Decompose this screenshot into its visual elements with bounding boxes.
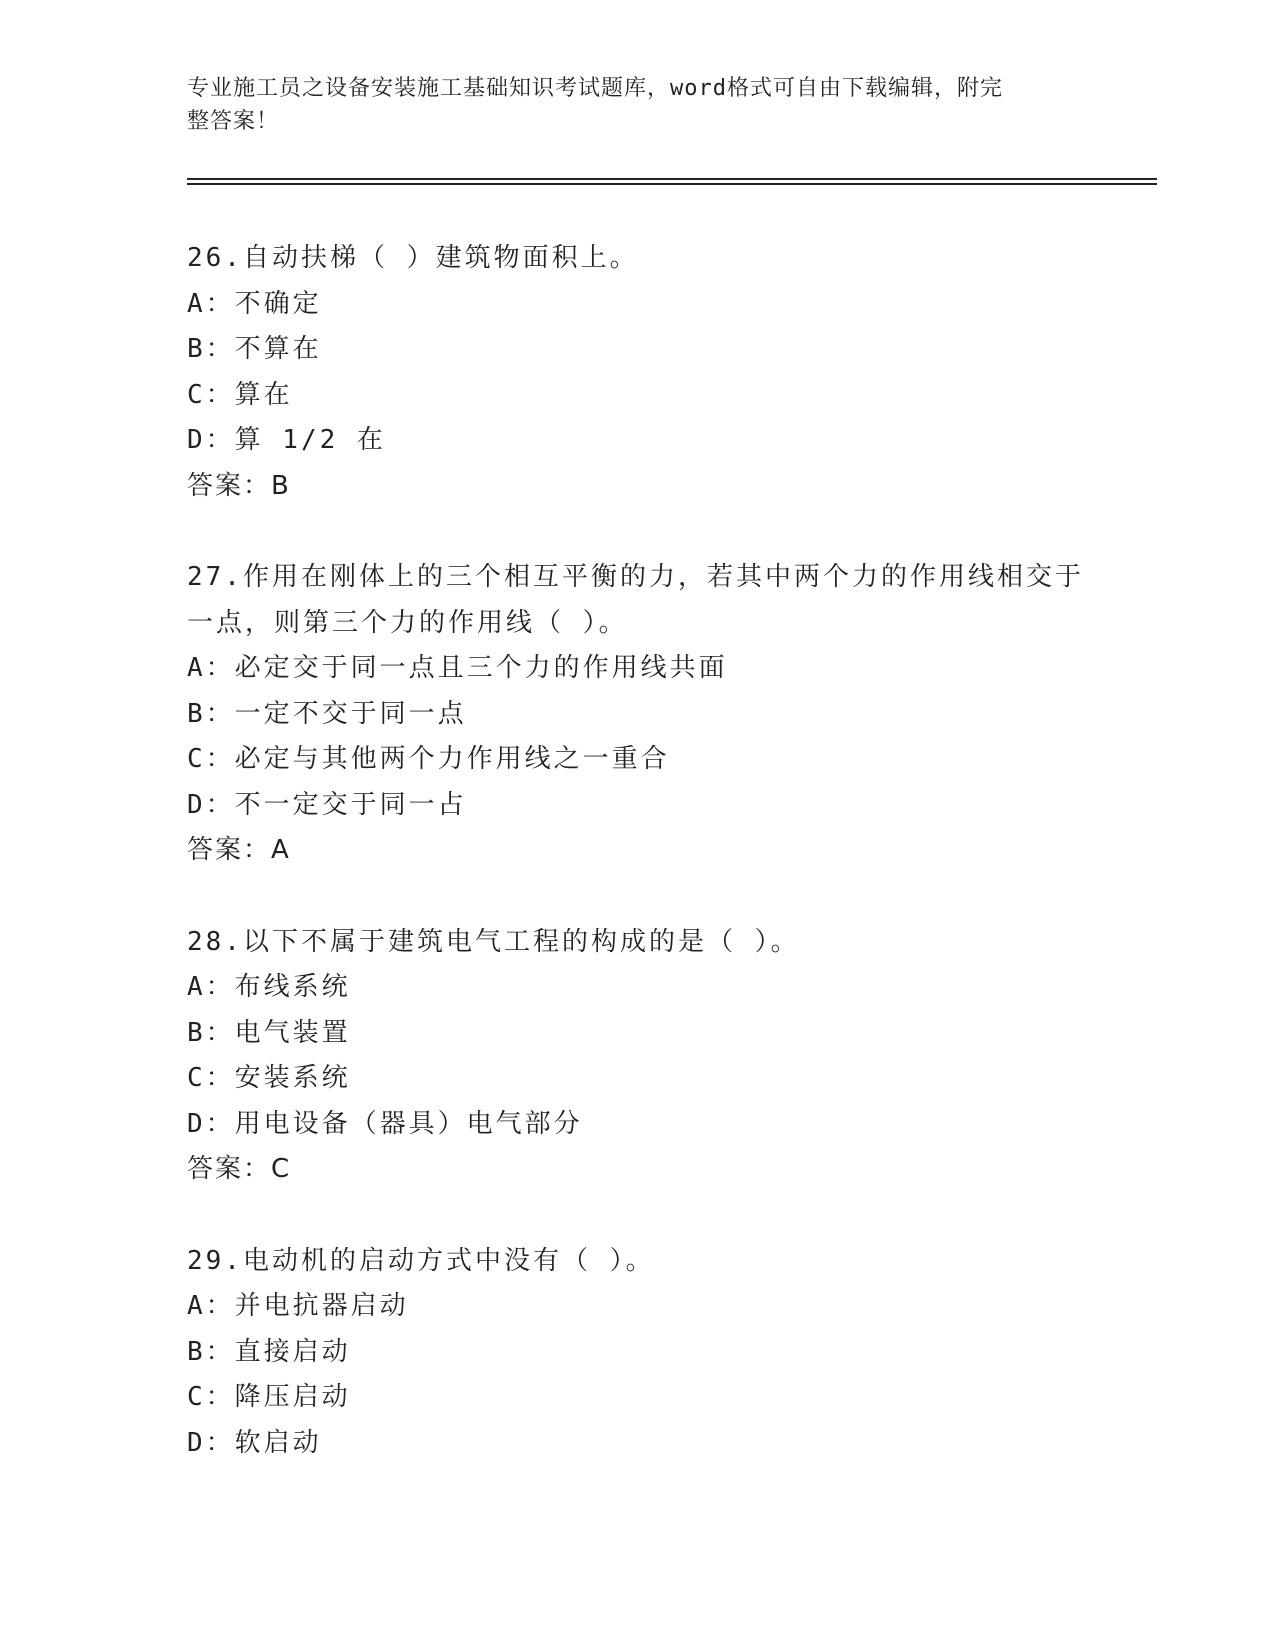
answer-label: 答案：B — [187, 470, 291, 501]
question-28 — [187, 920, 1087, 1193]
header-divider-bottom — [187, 183, 1157, 185]
option-a: A：并电抗器启动 — [187, 1291, 409, 1321]
question-list — [187, 236, 1087, 1512]
document-header — [187, 72, 1067, 138]
option-c: C：降压启动 — [187, 1382, 351, 1412]
option-a: A：布线系统 — [187, 972, 351, 1002]
question-stem: 26.自动扶梯（ ）建筑物面积上。 — [187, 243, 639, 273]
answer-label: 答案：C — [187, 1154, 292, 1184]
option-c: C：必定与其他两个力作用线之一重合 — [187, 744, 670, 774]
header-line-2: 整答案！ — [187, 109, 280, 134]
option-c: C：算在 — [187, 379, 293, 410]
option-b: B：直接启动 — [187, 1336, 351, 1367]
answer-label: 答案：A — [187, 835, 291, 865]
question-stem: 29.电动机的启动方式中没有（ ）。 — [187, 1245, 655, 1276]
option-a: A：不确定 — [187, 288, 322, 319]
question-29 — [187, 1239, 1087, 1467]
option-c: C：安装系统 — [187, 1063, 351, 1093]
option-b: B：电气装置 — [187, 1017, 351, 1048]
question-26 — [187, 236, 1087, 509]
option-d: D：用电设备（器具）电气部分 — [187, 1108, 583, 1139]
question-27 — [187, 555, 1087, 874]
option-d: D：算 1/2 在 — [187, 425, 386, 455]
header-divider-top — [187, 178, 1157, 180]
question-stem: 27.作用在刚体上的三个相互平衡的力，若其中两个力的作用线相交于 — [187, 562, 1084, 592]
option-d: D：软启动 — [187, 1427, 322, 1458]
option-d: D：不一定交于同一占 — [187, 789, 467, 820]
option-b: B：不算在 — [187, 334, 322, 364]
header-line-1: 专业施工员之设备安装施工基础知识考试题库，word格式可自由下载编辑，附完 — [187, 76, 1003, 101]
option-b: B：一定不交于同一点 — [187, 698, 467, 729]
question-stem: 28.以下不属于建筑电气工程的构成的是（ ）。 — [187, 926, 800, 957]
option-a: A：必定交于同一点且三个力的作用线共面 — [187, 653, 728, 683]
question-stem-continued: 一点，则第三个力的作用线（ ）。 — [187, 607, 628, 638]
